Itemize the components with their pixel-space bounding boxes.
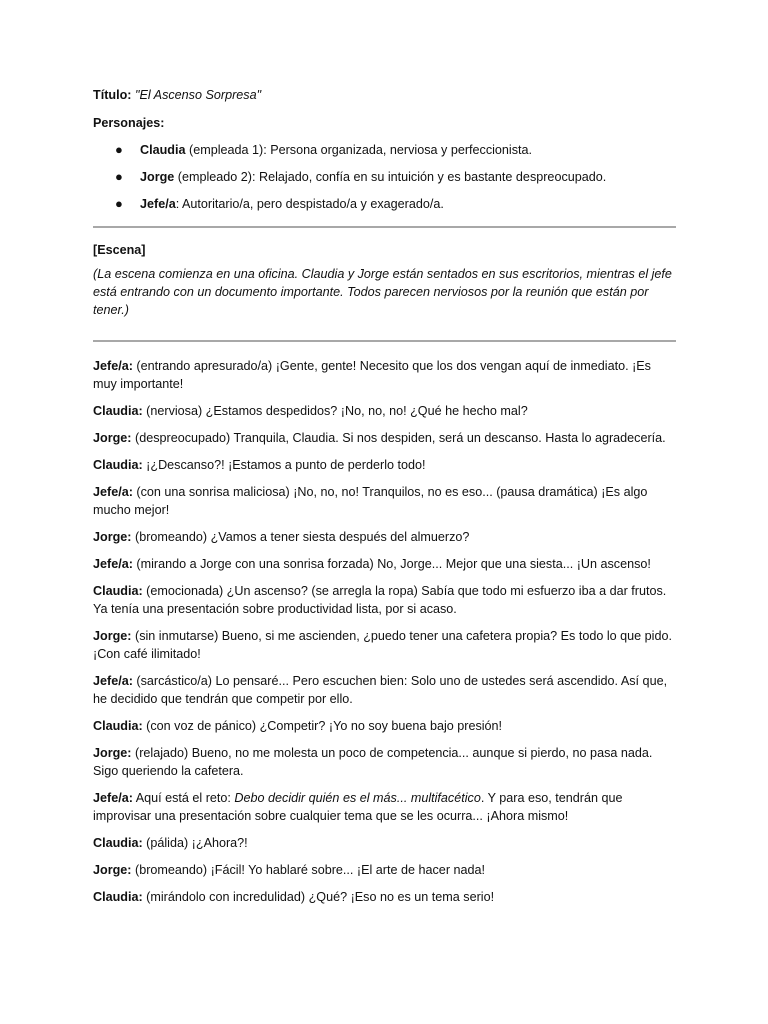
dialogue-line bbox=[93, 483, 676, 519]
speaker: Jorge: bbox=[93, 746, 132, 760]
character-desc: (empleada 1): Persona organizada, nerviosa y perfeccionista. bbox=[185, 143, 533, 157]
speaker: Claudia: bbox=[93, 719, 143, 733]
dialogue-line bbox=[93, 582, 676, 618]
speaker: Claudia: bbox=[93, 584, 143, 598]
dialogue-line bbox=[93, 888, 676, 906]
dialogue-line bbox=[93, 672, 676, 708]
speaker: Jorge: bbox=[93, 863, 132, 877]
line-text: (despreocupado) Tranquila, Claudia. Si nos despiden, será un descanso. Hasta lo agradecería. bbox=[131, 431, 666, 445]
bullet-icon: ● bbox=[115, 142, 123, 157]
dialogue-line bbox=[93, 555, 676, 573]
line-text: (mirándolo con incredulidad) ¿Qué? ¡Eso no es un tema serio! bbox=[142, 890, 495, 904]
bullet-icon: ● bbox=[115, 169, 123, 184]
character-desc: (empleado 2): Relajado, confía en su intuición y es bastante despreocupado. bbox=[174, 170, 607, 184]
line-text: (pálida) ¡¿Ahora?! bbox=[142, 836, 248, 850]
line-text: (emocionada) ¿Un ascenso? (se arregla la ropa) Sabía que todo mi esfuerzo iba a dar frutos. Ya tenía una presentación sobre productividad lista, por si acaso. bbox=[93, 584, 667, 616]
speaker: Jorge: bbox=[93, 431, 132, 445]
line-text: (con voz de pánico) ¿Competir? ¡Yo no soy buena bajo presión! bbox=[142, 719, 503, 733]
speaker: Jefe/a: bbox=[93, 791, 133, 805]
scene-heading: [Escena] bbox=[93, 243, 146, 257]
speaker: Jefe/a: bbox=[93, 359, 133, 373]
line-text: (sarcástico/a) Lo pensaré... Pero escuchen bien: Solo uno de ustedes será ascendido. Así que, he decidido que tendrán que competir por ello. bbox=[93, 674, 668, 706]
dialogue bbox=[93, 357, 676, 906]
character-name: Claudia bbox=[140, 143, 186, 157]
line-text-after: . Y para eso, tendrán que improvisar una presentación sobre cualquier tema que se les ocurra... ¡Ahora mismo! bbox=[93, 791, 623, 823]
dialogue-line bbox=[93, 789, 676, 825]
speaker: Jorge: bbox=[93, 629, 132, 643]
line-text: Aquí está el reto: bbox=[132, 791, 235, 805]
character-name: Jefe/a bbox=[140, 197, 176, 211]
line-text: (entrando apresurado/a) ¡Gente, gente! Necesito que los dos vengan aquí de inmediato. ¡Es muy importante! bbox=[93, 359, 651, 391]
line-text: (relajado) Bueno, no me molesta un poco de competencia... aunque si pierdo, no pasa nada. Sigo queriendo la cafetera. bbox=[93, 746, 653, 778]
line-text-italic: Debo decidir quién es el más... multifacético bbox=[234, 791, 481, 805]
dialogue-line bbox=[93, 357, 676, 393]
title-value: "El Ascenso Sorpresa" bbox=[134, 88, 262, 102]
character-desc: : Autoritario/a, pero despistado/a y exagerado/a. bbox=[175, 197, 444, 211]
dialogue-line bbox=[93, 429, 676, 447]
dialogue-line bbox=[93, 861, 676, 879]
dialogue-line bbox=[93, 834, 676, 852]
list-item bbox=[93, 168, 676, 186]
dialogue-line bbox=[93, 456, 676, 474]
speaker: Claudia: bbox=[93, 836, 143, 850]
character-list bbox=[93, 141, 676, 213]
line-text: ¡¿Descanso?! ¡Estamos a punto de perderlo todo! bbox=[142, 458, 426, 472]
speaker: Claudia: bbox=[93, 458, 143, 472]
line-text: (bromeando) ¡Fácil! Yo hablaré sobre... ¡El arte de hacer nada! bbox=[131, 863, 486, 877]
line-text: (bromeando) ¿Vamos a tener siesta después del almuerzo? bbox=[131, 530, 470, 544]
bullet-icon: ● bbox=[115, 196, 123, 211]
script-title bbox=[93, 86, 676, 104]
speaker: Claudia: bbox=[93, 890, 143, 904]
characters-heading: Personajes: bbox=[93, 116, 165, 130]
speaker: Jorge: bbox=[93, 530, 132, 544]
dialogue-line bbox=[93, 528, 676, 546]
line-text: (nerviosa) ¿Estamos despedidos? ¡No, no, no! ¿Qué he hecho mal? bbox=[142, 404, 528, 418]
line-text: (sin inmutarse) Bueno, si me ascienden, ¿puedo tener una cafetera propia? Es todo lo que pido. ¡Con café ilimitado! bbox=[93, 629, 672, 661]
divider bbox=[93, 226, 676, 228]
speaker: Jefe/a: bbox=[93, 557, 133, 571]
list-item bbox=[93, 141, 676, 159]
line-text: (con una sonrisa maliciosa) ¡No, no, no! Tranquilos, no es eso... (pausa dramática) ¡Es algo mucho mejor! bbox=[93, 485, 648, 517]
speaker: Claudia: bbox=[93, 404, 143, 418]
speaker: Jefe/a: bbox=[93, 485, 133, 499]
dialogue-line bbox=[93, 744, 676, 780]
line-text: (mirando a Jorge con una sonrisa forzada) No, Jorge... Mejor que una siesta... ¡Un ascenso! bbox=[132, 557, 651, 571]
dialogue-line bbox=[93, 627, 676, 663]
title-label: Título: bbox=[93, 88, 132, 102]
divider bbox=[93, 340, 676, 342]
scene-description: (La escena comienza en una oficina. Claudia y Jorge están sentados en sus escritorios, mientras el jefe está entrando con un documento importante. Todos parecen nerviosos por la reunión que están por tener.) bbox=[93, 267, 672, 317]
character-name: Jorge bbox=[140, 170, 175, 184]
dialogue-line bbox=[93, 402, 676, 420]
dialogue-line bbox=[93, 717, 676, 735]
list-item bbox=[93, 195, 676, 213]
speaker: Jefe/a: bbox=[93, 674, 133, 688]
